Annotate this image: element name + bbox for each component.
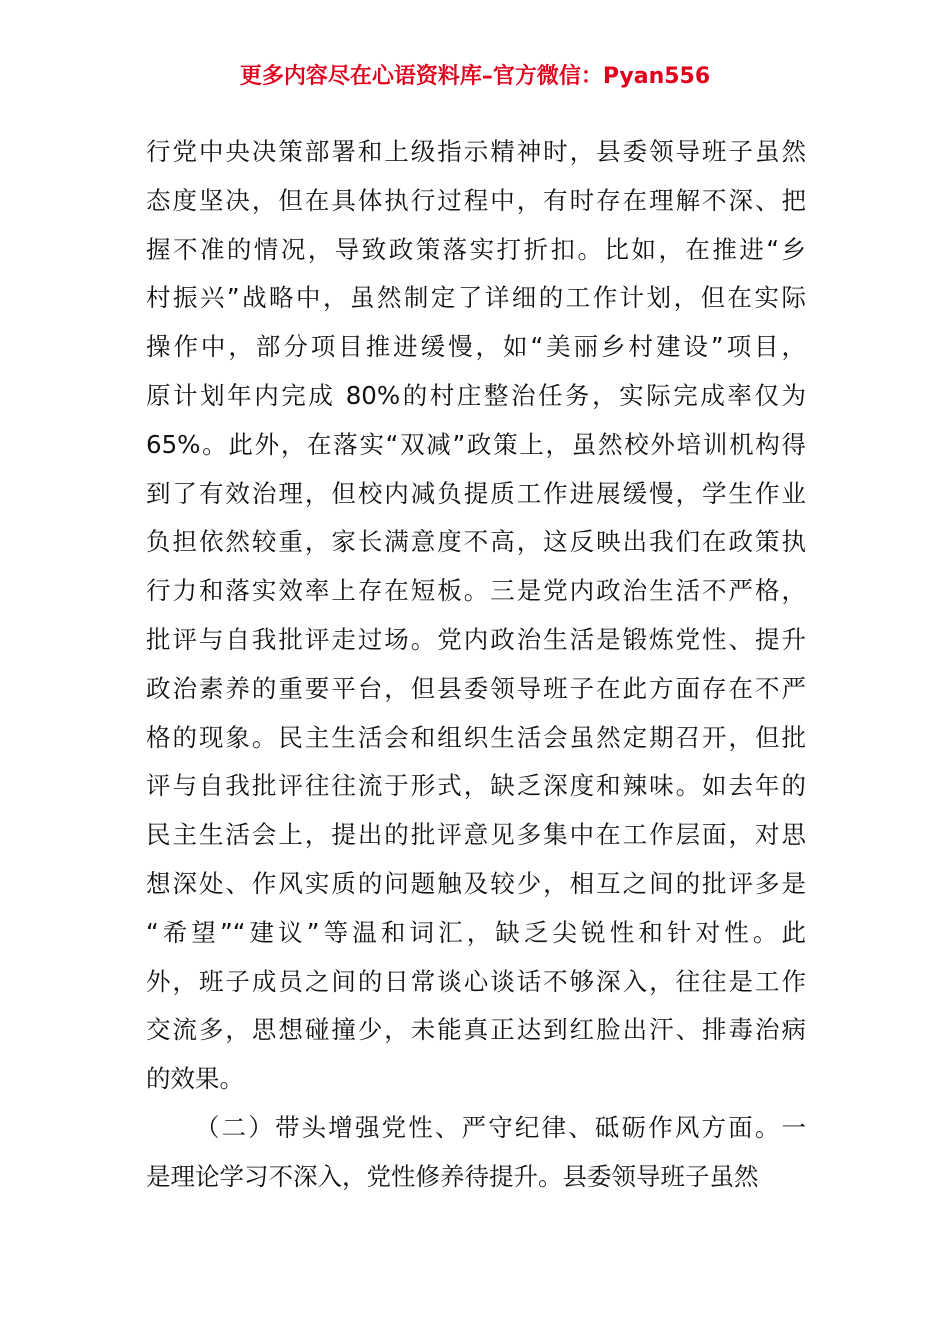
document-body <box>146 128 806 1202</box>
text-line: 到了有效治理，但校内减负提质工作进展缓慢，学生作业 <box>146 478 806 508</box>
text-line: 行党中央决策部署和上级指示精神时，县委领导班子虽然 <box>146 137 806 166</box>
page-header: 更多内容尽在心语资料库–官方微信：Pyan556 <box>239 64 711 89</box>
text-line: 原计划年内完成 80%的村庄整治任务，实际完成率仅为 <box>146 380 806 410</box>
text-line: 是理论学习不深入，党性修养待提升。县委领导班子虽然 <box>146 1161 759 1191</box>
text-line: 民主生活会上，提出的批评意见多集中在工作层面，对思 <box>146 820 806 850</box>
text-line: 握不准的情况，导致政策落实打折扣。比如，在推进“乡 <box>146 234 806 264</box>
text-line: 评与自我批评往往流于形式，缺乏深度和辣味。如去年的 <box>146 771 806 801</box>
text-line: 政治素养的重要平台，但县委领导班子在此方面存在不严 <box>146 673 806 703</box>
text-line: 批评与自我批评走过场。党内政治生活是锻炼党性、提升 <box>146 624 806 654</box>
text-line: 想深处、作风实质的问题触及较少，相互之间的批评多是 <box>146 868 806 898</box>
section-heading-line: （二）带头增强党性、严守纪律、砥砺作风方面。一 <box>195 1112 806 1142</box>
text-line: 负担依然较重，家长满意度不高，这反映出我们在政策执 <box>146 527 806 557</box>
text-line: “希望”“建议”等温和词汇，缺乏尖锐性和针对性。此 <box>146 917 806 947</box>
text-line: 行力和落实效率上存在短板。三是党内政治生活不严格， <box>146 576 806 606</box>
text-line: 的效果。 <box>146 1064 244 1094</box>
text-line: 态度坚决，但在具体执行过程中，有时存在理解不深、把 <box>146 185 806 215</box>
text-line: 65%。此外，在落实“双减”政策上，虽然校外培训机构得 <box>146 429 806 459</box>
text-line: 格的现象。民主生活会和组织生活会虽然定期召开，但批 <box>146 722 806 752</box>
text-line: 操作中，部分项目推进缓慢，如“美丽乡村建设”项目， <box>146 332 806 362</box>
text-line: 村振兴”战略中，虽然制定了详细的工作计划，但在实际 <box>146 283 806 313</box>
text-line: 外，班子成员之间的日常谈心谈话不够深入，往往是工作 <box>146 966 806 996</box>
text-line: 交流多，思想碰撞少，未能真正达到红脸出汗、排毒治病 <box>146 1015 806 1045</box>
